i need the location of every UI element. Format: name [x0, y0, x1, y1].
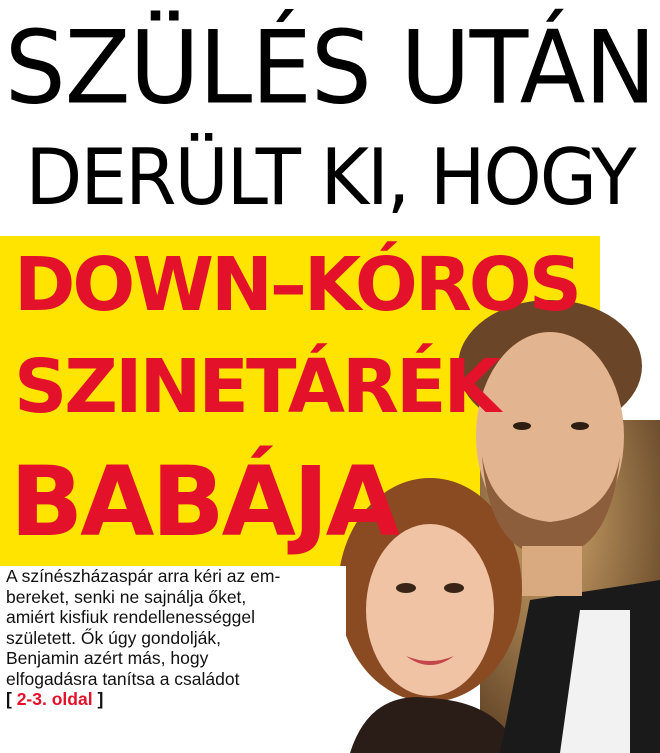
highlight-line-3: BABÁJA: [10, 446, 397, 558]
highlight-line-2: SZINETÁRÉK: [14, 344, 498, 430]
page-reference: [6, 689, 346, 710]
lead-line: született. Ők úgy gondolják,: [6, 627, 221, 648]
headline-line-2: DERÜLT KI, HOGY: [25, 132, 635, 224]
lead-line: Benjamin azért más, hogy: [6, 648, 209, 668]
ref-text: 2-3. oldal: [16, 689, 93, 709]
lead-line: A színészházaspár arra kéri az em-: [6, 566, 281, 586]
lead-line: elfogadásra tanítsa a családot: [6, 668, 240, 689]
lead-line: amiért kisfiuk rendellenességgel: [6, 607, 256, 627]
ref-bracket-close: ]: [97, 689, 104, 709]
ref-bracket-open: [: [6, 689, 12, 709]
highlight-line-1: DOWN–KÓROS: [14, 242, 579, 328]
headline-line-1: SZÜLÉS UTÁN: [4, 9, 656, 127]
lead-line: bereket, senki ne sajnálja őket,: [6, 586, 247, 607]
lead-paragraph: [6, 566, 346, 710]
